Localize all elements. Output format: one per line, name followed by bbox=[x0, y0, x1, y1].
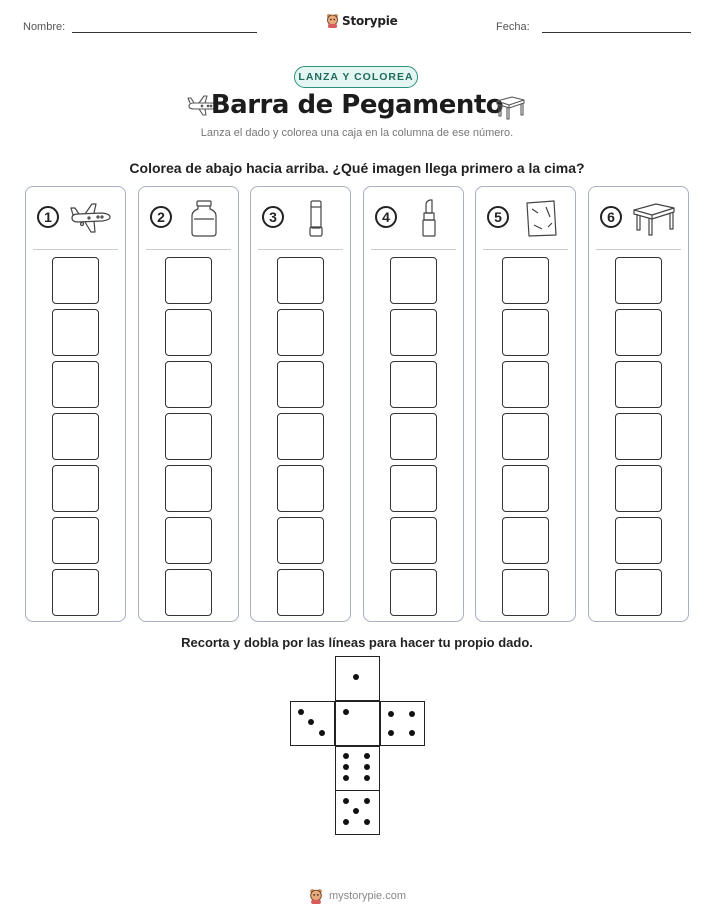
pip bbox=[308, 719, 314, 725]
color-box[interactable] bbox=[165, 465, 212, 512]
die-face-1 bbox=[335, 656, 380, 701]
color-box[interactable] bbox=[277, 413, 324, 460]
die-face-4 bbox=[380, 701, 425, 746]
pip bbox=[388, 711, 394, 717]
color-box[interactable] bbox=[390, 569, 437, 616]
page-title: Barra de Pegamento bbox=[210, 90, 504, 120]
color-box[interactable] bbox=[390, 361, 437, 408]
pip bbox=[343, 798, 349, 804]
pip bbox=[409, 730, 415, 736]
color-box[interactable] bbox=[502, 309, 549, 356]
pip bbox=[353, 808, 359, 814]
color-box[interactable] bbox=[52, 465, 99, 512]
color-box[interactable] bbox=[277, 257, 324, 304]
color-box[interactable] bbox=[502, 465, 549, 512]
brand-name: Storypie bbox=[342, 13, 398, 28]
pip bbox=[364, 753, 370, 759]
footer bbox=[0, 888, 714, 904]
name-label: Nombre: bbox=[23, 21, 66, 33]
color-box[interactable] bbox=[52, 361, 99, 408]
cut-instruction: Recorta y dobla por las líneas para hacer tu propio dado. bbox=[181, 635, 533, 650]
column-number: 1 bbox=[37, 206, 59, 228]
glue-stick-icon bbox=[293, 199, 339, 237]
die-face-5 bbox=[335, 790, 380, 835]
color-box[interactable] bbox=[52, 517, 99, 564]
column-number: 5 bbox=[487, 206, 509, 228]
color-box[interactable] bbox=[502, 517, 549, 564]
color-box[interactable] bbox=[502, 569, 549, 616]
color-box[interactable] bbox=[615, 517, 662, 564]
color-box[interactable] bbox=[615, 569, 662, 616]
date-label: Fecha: bbox=[496, 21, 530, 33]
pip bbox=[409, 711, 415, 717]
column-6 bbox=[588, 186, 689, 622]
color-box[interactable] bbox=[615, 413, 662, 460]
column-4 bbox=[363, 186, 464, 622]
table-icon bbox=[494, 94, 526, 120]
column-divider bbox=[258, 249, 343, 250]
column-2 bbox=[138, 186, 239, 622]
column-divider bbox=[371, 249, 456, 250]
lipstick-icon bbox=[406, 199, 452, 237]
pip bbox=[364, 775, 370, 781]
name-line[interactable] bbox=[72, 32, 257, 33]
pip bbox=[364, 819, 370, 825]
brand-logo bbox=[326, 13, 398, 28]
color-box[interactable] bbox=[277, 465, 324, 512]
pip bbox=[364, 764, 370, 770]
color-box[interactable] bbox=[615, 257, 662, 304]
pip bbox=[388, 730, 394, 736]
storypie-mascot-icon bbox=[308, 888, 324, 904]
color-box[interactable] bbox=[165, 361, 212, 408]
die-face-3 bbox=[290, 701, 335, 746]
color-box[interactable] bbox=[165, 309, 212, 356]
column-divider bbox=[483, 249, 568, 250]
color-box[interactable] bbox=[277, 361, 324, 408]
column-1 bbox=[25, 186, 126, 622]
color-box[interactable] bbox=[165, 569, 212, 616]
table-icon bbox=[631, 199, 677, 237]
color-box[interactable] bbox=[277, 517, 324, 564]
column-number: 4 bbox=[375, 206, 397, 228]
color-box[interactable] bbox=[277, 569, 324, 616]
column-5 bbox=[475, 186, 576, 622]
pip bbox=[364, 798, 370, 804]
column-divider bbox=[33, 249, 118, 250]
glue-bottle-icon bbox=[181, 199, 227, 237]
color-box[interactable] bbox=[502, 361, 549, 408]
storypie-mascot-icon bbox=[326, 13, 339, 28]
color-box[interactable] bbox=[615, 309, 662, 356]
color-box[interactable] bbox=[615, 361, 662, 408]
color-box[interactable] bbox=[52, 257, 99, 304]
pip bbox=[343, 753, 349, 759]
color-box[interactable] bbox=[52, 413, 99, 460]
pip bbox=[319, 730, 325, 736]
color-box[interactable] bbox=[52, 569, 99, 616]
pip bbox=[343, 775, 349, 781]
color-box[interactable] bbox=[390, 413, 437, 460]
pip bbox=[343, 709, 349, 715]
color-box[interactable] bbox=[390, 257, 437, 304]
pip bbox=[353, 674, 359, 680]
footer-url[interactable]: mystorypie.com bbox=[328, 890, 407, 902]
column-number: 2 bbox=[150, 206, 172, 228]
color-box[interactable] bbox=[165, 413, 212, 460]
color-box[interactable] bbox=[165, 257, 212, 304]
column-number: 6 bbox=[600, 206, 622, 228]
color-box[interactable] bbox=[165, 517, 212, 564]
color-box[interactable] bbox=[277, 309, 324, 356]
die-face-6 bbox=[335, 746, 380, 791]
date-line[interactable] bbox=[542, 32, 691, 33]
pip bbox=[298, 709, 304, 715]
pip bbox=[343, 819, 349, 825]
color-box[interactable] bbox=[390, 309, 437, 356]
color-box[interactable] bbox=[52, 309, 99, 356]
column-3 bbox=[250, 186, 351, 622]
column-divider bbox=[146, 249, 231, 250]
plastic-bag-icon bbox=[518, 199, 564, 237]
page-subtitle: Lanza el dado y colorea una caja en la columna de ese número. bbox=[200, 127, 514, 139]
activity-badge: LANZA Y COLOREA bbox=[294, 66, 418, 88]
color-box[interactable] bbox=[390, 517, 437, 564]
column-number: 3 bbox=[262, 206, 284, 228]
airplane-icon bbox=[68, 199, 114, 237]
color-box[interactable] bbox=[615, 465, 662, 512]
color-box[interactable] bbox=[502, 257, 549, 304]
column-divider bbox=[596, 249, 681, 250]
color-box[interactable] bbox=[502, 413, 549, 460]
die-face-1 bbox=[335, 701, 380, 746]
color-box[interactable] bbox=[390, 465, 437, 512]
coloring-instruction: Colorea de abajo hacia arriba. ¿Qué imagen llega primero a la cima? bbox=[129, 160, 585, 176]
pip bbox=[343, 764, 349, 770]
